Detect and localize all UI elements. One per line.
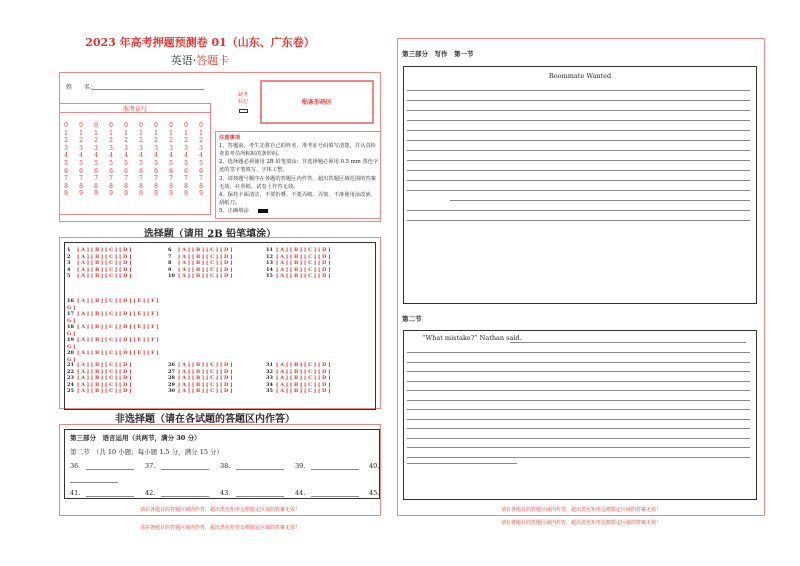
exam-id-column[interactable] [77,122,85,198]
exam-id-digit-bubble[interactable]: 6 [79,167,83,175]
exam-id-digit-bubble[interactable]: 8 [79,182,83,190]
mc-question-number: 16 [67,298,74,304]
exam-id-column[interactable] [167,122,175,198]
exam-id-digit-bubble[interactable]: 4 [169,152,173,160]
mc-options[interactable]: [ A ] [ B ] [ C ] [ D ] [ E ] [ F ] [77,324,159,330]
blank-number: 39. [295,462,306,470]
mc-question[interactable] [266,369,331,375]
writing-line[interactable] [407,220,750,221]
writing-line[interactable] [407,438,750,439]
exam-id-digit-bubble[interactable]: 0 [124,122,128,129]
mc-question[interactable] [67,260,132,266]
mc-question-number: 6 [168,247,172,253]
subtitle-subject: 英语· [170,54,197,67]
mc-question-number: 17 [67,311,74,317]
exam-id-digit-bubble[interactable]: 2 [199,137,203,145]
exam-id-digit-bubble[interactable]: 3 [124,144,128,152]
page-subtitle [0,52,400,68]
right-warning-1: 请在各题目的答题区域内作答，超出黑色矩形边框限定区域的答案无效！ [500,507,661,513]
writing-line[interactable] [407,90,750,91]
blank-number: 45. [369,489,380,497]
mc-options[interactable]: [ A ] [ B ] [ C ] [ D ] [178,375,233,381]
mc-question-number: 2 [67,253,71,260]
blank-number: 38. [220,462,231,470]
exam-id-digit-bubble[interactable]: 9 [124,190,128,198]
exam-id-digit-bubble[interactable]: 3 [94,144,98,152]
mc-question[interactable] [168,254,233,260]
mc-question[interactable] [168,260,233,266]
mc-question-number: 1 [67,247,71,253]
mc-question-number: 26 [168,362,175,368]
exam-id-digit-bubble[interactable]: 9 [169,190,173,198]
exam-id-digit-bubble[interactable]: 4 [79,152,83,160]
mc-question[interactable] [168,369,233,375]
subtitle-card: 答题卡 [196,54,230,67]
exam-id-digit-bubble[interactable]: 1 [124,129,128,137]
exam-id-column[interactable] [92,122,100,198]
exam-id-column[interactable] [182,122,190,198]
mc-question-number: 29 [168,381,175,388]
mc-question-number: 4 [67,266,71,273]
mc-options[interactable]: [ A ] [ B ] [ C ] [ D ] [ E ] [ F ] [77,298,159,304]
exam-id-digit-bubble[interactable]: 5 [109,159,113,167]
writing-line[interactable] [407,190,750,191]
exam-id-digit-bubble[interactable]: 8 [94,182,98,190]
blank-answer-line[interactable] [161,469,209,470]
exam-id-digit-bubble[interactable]: 2 [169,137,173,145]
exam-id-digit-bubble[interactable]: 2 [79,137,83,145]
mc-question-number: 14 [266,266,273,273]
mc-question-number: 18 [67,324,74,330]
mc-question[interactable] [266,362,331,368]
exam-id-digit-bubble[interactable]: 7 [184,175,188,183]
exam-id-digit-bubble[interactable]: 3 [64,144,68,152]
mc-options[interactable]: [ A ] [ B ] [ C ] [ D ] [178,253,233,260]
exam-id-digit-bubble[interactable]: 0 [154,122,158,129]
exam-id-digit-bubble[interactable]: 4 [94,152,98,160]
writing-line[interactable] [407,428,750,429]
mc-question-number: 35 [266,388,273,394]
exam-id-digit-bubble[interactable]: 8 [124,182,128,190]
exam-id-digit-bubble[interactable]: 5 [184,159,188,167]
exam-id-digit-bubble[interactable]: 1 [154,129,158,137]
exam-id-digit-bubble[interactable]: 2 [154,137,158,145]
mc-options[interactable]: [ A ] [ B ] [ C ] [ D ] [77,260,132,266]
exam-id-column[interactable] [62,122,70,198]
mc-question-number: 23 [67,375,74,381]
mc-question-number: 7 [168,253,172,260]
exam-id-digit-bubble[interactable]: 9 [154,190,158,198]
mc-question[interactable] [67,362,132,368]
mc-question-number: 30 [168,388,175,394]
exam-id-digit-bubble[interactable]: 7 [199,175,203,183]
exam-id-digit-bubble[interactable]: 9 [109,190,113,198]
exam-id-column[interactable] [122,122,130,198]
exam-id-digit-bubble[interactable]: 8 [154,182,158,190]
exam-id-digit-bubble[interactable]: 7 [109,175,113,183]
mc-options[interactable]: [ A ] [ B ] [ C ] [ D ] [178,381,233,388]
writing-line[interactable] [407,352,750,353]
part3-heading: 第三部分 语言运用（共两节，满分 30 分） [70,434,201,442]
blank-answer-line[interactable] [70,482,118,483]
mc-question-number: 34 [266,381,273,388]
absent-checkbox[interactable] [239,109,248,113]
notes-heading: 注意事项 [219,135,241,141]
exam-id-digit-bubble[interactable]: 6 [64,167,68,175]
exam-id-digit-bubble[interactable]: 8 [109,182,113,190]
exam-id-digit-bubble[interactable]: 8 [199,182,203,190]
mc-options[interactable]: [ A ] [ B ] [ C ] [ D ] [77,362,132,368]
writing-line[interactable] [407,110,750,111]
exam-id-digit-bubble[interactable]: 7 [169,175,173,183]
exam-id-digit-bubble[interactable]: 9 [64,190,68,198]
exam-id-label: 准考证号 [122,106,147,113]
mc-question-number: 32 [266,368,273,375]
blank-answer-line[interactable] [311,496,359,497]
mc-options[interactable]: [ A ] [ B ] [ C ] [ D ] [276,375,331,381]
mc-question[interactable] [266,254,331,260]
mc-question[interactable] [168,362,233,368]
exam-id-digit-bubble[interactable]: 2 [64,137,68,145]
blank-answer-line[interactable] [161,496,209,497]
mc-options[interactable]: [ A ] [ B ] [ C ] [ D ] [178,368,233,375]
exam-id-digit-bubble[interactable]: 5 [79,159,83,167]
exam-id-digit-bubble[interactable]: 4 [154,152,158,160]
exam-id-digit-bubble[interactable]: 7 [154,175,158,183]
mc-question[interactable] [168,273,233,279]
mc-question[interactable] [168,267,233,273]
exam-id-digit-bubble[interactable]: 7 [79,175,83,183]
mc-options[interactable]: [ A ] [ B ] [ C ] [ D ] [276,266,331,273]
exam-id-digit-bubble[interactable]: 4 [109,152,113,160]
writing-line[interactable] [407,409,750,410]
exam-id-digit-bubble[interactable]: 5 [124,159,128,167]
section2-heading: 第二节 （共 10 小题；每小题 1.5 分，满分 15 分） [70,448,224,456]
mc-question[interactable] [67,388,132,394]
mc-question[interactable] [266,273,331,279]
notes-item-2: 2、选择题必须使用 2B 铅笔填涂；非选择题必须用 0.5 mm 黑色字迹的签字笔填写，字体工整。 [219,159,379,174]
writing-line[interactable] [407,371,750,372]
mc-option-g[interactable]: G ] [67,304,76,311]
exam-id-digit-bubble[interactable]: 7 [124,175,128,183]
exam-id-digit-bubble[interactable]: 1 [199,129,203,137]
mc-question-number: 28 [168,375,175,381]
exam-id-digit-bubble[interactable]: 1 [169,129,173,137]
exam-id-digit-bubble[interactable]: 9 [139,190,143,198]
writing-line[interactable] [407,381,750,382]
exam-id-digit-bubble[interactable]: 4 [139,152,143,160]
notes-item-1: 1、答题前，考生先将自己的姓名、准考证号码填写清楚，并认真检查监考员所粘贴的条形码。 [219,143,376,158]
nonmc-heading: 非选择题（请在各试题的答题区内作答） [115,414,295,425]
mc-options[interactable]: [ A ] [ B ] [ C ] [ D ] [178,273,233,279]
exam-id-digit-bubble[interactable]: 3 [169,144,173,152]
exam-id-digit-bubble[interactable]: 8 [184,182,188,190]
writing-part-heading: 第三部分 写作 第一节 [402,50,474,58]
mc-options[interactable]: [ A ] [ B ] [ C ] [ D ] [276,388,331,394]
exam-id-digit-bubble[interactable]: 2 [184,137,188,145]
blank-answer-line[interactable] [86,469,134,470]
mc-options[interactable]: [ A ] [ B ] [ C ] [ D ] [276,381,331,388]
writing-line[interactable] [407,160,750,161]
writing-line[interactable] [407,150,750,151]
blank-number: 42. [145,489,156,497]
exam-id-digit-bubble[interactable]: 2 [109,137,113,145]
exam-id-digit-bubble[interactable]: 5 [154,159,158,167]
exam-id-column[interactable] [197,122,205,198]
mc-question[interactable] [67,247,132,253]
mc-options[interactable]: [ A ] [ B ] [ C ] [ D ] [77,375,132,381]
blank-answer-line[interactable] [86,496,134,497]
blank-number: 41. [70,489,81,497]
mc-options[interactable]: [ A ] [ B ] [ C ] [ D ] [77,266,132,273]
exam-id-digit-bubble[interactable]: 6 [124,167,128,175]
mc-question[interactable] [67,350,159,356]
mc-options[interactable]: [ A ] [ B ] [ C ] [ D ] [276,273,331,279]
mc-option-g[interactable]: G ] [67,317,76,324]
exam-id-digit-bubble[interactable]: 0 [79,122,83,129]
mc-options[interactable]: [ A ] [ B ] [ C ] [ D ] [178,260,233,266]
mc-question-number: 20 [67,350,74,356]
writing-line[interactable] [510,342,746,343]
mc-question-number: 11 [266,247,273,253]
mc-options[interactable]: [ A ] [ B ] [ C ] [ D ] [ E ] [ F ] [77,350,159,356]
exam-id-digit-bubble[interactable]: 3 [79,144,83,152]
exam-id-digit-bubble[interactable]: 9 [94,190,98,198]
mc-question[interactable] [67,311,159,317]
blank-answer-line[interactable] [236,469,284,470]
writing-prompt-title: Roommate Wanted [548,72,612,80]
exam-id-divider [59,112,211,113]
absent-label: 缺考标记 [237,92,248,105]
mc-options[interactable]: [ A ] [ B ] [ C ] [ D ] [77,247,132,253]
exam-id-digit-bubble[interactable]: 3 [184,144,188,152]
exam-id-digit-bubble[interactable]: 4 [199,152,203,160]
exam-id-digit-bubble[interactable]: 0 [139,122,143,129]
exam-id-digit-bubble[interactable]: 3 [199,144,203,152]
exam-id-digit-bubble[interactable]: 1 [139,129,143,137]
mc-question-number: 25 [67,388,74,394]
exam-id-digit-bubble[interactable]: 0 [199,122,203,129]
mc-question[interactable] [67,254,132,260]
right-warning-2: 请在各题目的答题区域内作答，超出黑色矩形边框限定区域的答案无效！ [500,520,661,526]
writing-line[interactable] [407,130,750,131]
blank-number: 36. [70,462,81,470]
writing-line[interactable] [407,170,750,171]
blank-number: 40. [369,462,380,470]
exam-id-digit-bubble[interactable]: 6 [169,167,173,175]
name-label: 姓 名： [66,84,97,91]
mc-question-number: 10 [168,273,175,279]
writing-line[interactable] [407,457,750,458]
exam-id-digit-bubble[interactable]: 7 [139,175,143,183]
left-warning-1: 请在各题目的答题区域内作答，超出黑色矩形边框限定区域的答案无效！ [139,507,300,513]
notes-item-4: 4、保持卡面清洁，不要折叠、不要弄破、弄皱，不准使用涂改液、刮纸刀。 [219,192,376,207]
mc-options[interactable]: [ A ] [ B ] [ C ] [ D ] [276,368,331,375]
mc-question[interactable] [266,375,331,381]
exam-id-digit-bubble[interactable]: 3 [109,144,113,152]
left-warning-2: 请在各题目的答题区域内作答，超出黑色矩形边框限定区域的答案无效！ [139,525,300,531]
notes-item-5: 5、正确填涂 [219,208,249,214]
writing-line[interactable] [407,390,750,391]
name-field[interactable] [92,89,204,90]
blank-answer-line[interactable] [236,496,284,497]
mc-question[interactable] [266,267,331,273]
exam-id-digit-bubble[interactable]: 8 [64,182,68,190]
exam-id-digit-bubble[interactable]: 9 [199,190,203,198]
exam-id-digit-bubble[interactable]: 8 [169,182,173,190]
mc-question[interactable] [168,382,233,388]
mc-question-number: 27 [168,368,175,375]
exam-id-digit-bubble[interactable]: 6 [109,167,113,175]
mc-options[interactable]: [ A ] [ B ] [ C ] [ D ] [178,266,233,273]
mc-question[interactable] [67,375,132,381]
mc-options[interactable]: [ A ] [ B ] [ C ] [ D ] [77,253,132,260]
mc-options[interactable]: [ A ] [ B ] [ C ] [ D ] [77,381,132,388]
mc-options[interactable]: [ A ] [ B ] [ C ] [ D ] [77,368,132,375]
mc-options[interactable]: [ A ] [ B ] [ C ] [ D ] [ E ] [ F ] [77,311,159,317]
writing-line[interactable] [407,463,517,464]
filled-bubble-example [258,209,268,213]
mc-question[interactable] [67,382,132,388]
mc-question[interactable] [168,375,233,381]
writing-line[interactable] [407,100,750,101]
writing-line[interactable] [407,210,750,211]
mc-question[interactable] [67,337,159,343]
exam-id-digit-bubble[interactable]: 1 [79,129,83,137]
exam-id-digit-bubble[interactable]: 2 [94,137,98,145]
mc-question[interactable] [67,298,159,304]
mc-options[interactable]: [ A ] [ B ] [ C ] [ D ] [178,247,233,253]
mc-option-g[interactable]: G ] [67,330,76,337]
mc-question[interactable] [67,267,132,273]
mc-question-number: 5 [67,273,71,279]
exam-id-digit-bubble[interactable]: 0 [184,122,188,129]
exam-id-digit-bubble[interactable]: 4 [124,152,128,160]
exam-id-digit-bubble[interactable]: 6 [199,167,203,175]
mc-question-number: 8 [168,260,172,266]
mc-option-g[interactable]: G ] [67,356,76,363]
barcode-label: 贴条形码区 [301,99,332,106]
mc-question[interactable] [67,369,132,375]
mc-question-number: 15 [266,273,273,279]
mc-question[interactable] [266,388,331,394]
continuation-start: “What mistake?” Nathan said. [422,334,522,342]
writing-line[interactable] [450,200,750,201]
mc-question-number: 19 [67,337,74,343]
mc-question[interactable] [168,247,233,253]
writing-line[interactable] [407,447,750,448]
exam-id-digit-bubble[interactable]: 8 [139,182,143,190]
mc-options[interactable]: [ A ] [ B ] [ C ] [ D ] [77,388,132,394]
exam-id-digit-bubble[interactable]: 0 [64,122,68,129]
blank-number: 37. [145,462,156,470]
mc-question[interactable] [266,382,331,388]
mc-options[interactable]: [ A ] [ B ] [ C ] [ D ] [77,273,132,279]
notes-item-3: 3、请按题号顺序在各题的答题区内作答，超出答题区域范围的答案无效，在草纸、试卷上作答无效。 [219,176,376,191]
writing-line[interactable] [407,180,750,181]
mc-options[interactable]: [ A ] [ B ] [ C ] [ D ] [276,253,331,260]
writing-line[interactable] [407,120,750,121]
page-title: 2023 年高考押题预测卷 01（山东、广东卷） [85,36,315,49]
writing-line[interactable] [407,362,750,363]
exam-id-digit-bubble[interactable]: 7 [94,175,98,183]
mc-options[interactable]: [ A ] [ B ] [ C ] [ D ] [276,260,331,266]
exam-id-digit-bubble[interactable]: 2 [124,137,128,145]
mc-heading: 选择题（请用 2B 铅笔填涂） [143,229,277,240]
mc-question[interactable] [67,324,159,330]
blank-answer-line[interactable] [311,469,359,470]
writing-line[interactable] [407,419,750,420]
exam-id-digit-bubble[interactable]: 9 [79,190,83,198]
exam-id-digit-bubble[interactable]: 6 [139,167,143,175]
mc-question-number: 13 [266,260,273,266]
exam-id-digit-bubble[interactable]: 4 [184,152,188,160]
exam-id-digit-bubble[interactable]: 3 [154,144,158,152]
mc-options[interactable]: [ A ] [ B ] [ C ] [ D ] [276,362,331,368]
exam-id-digit-bubble[interactable]: 9 [184,190,188,198]
mc-question-number: 24 [67,381,74,388]
exam-id-digit-bubble[interactable]: 5 [169,159,173,167]
exam-id-digit-bubble[interactable]: 5 [139,159,143,167]
exam-id-digit-bubble[interactable]: 0 [94,122,98,129]
exam-id-digit-bubble[interactable]: 5 [64,159,68,167]
mc-question-number: 22 [67,368,74,375]
writing-line[interactable] [407,140,750,141]
mc-options[interactable]: [ A ] [ B ] [ C ] [ D ] [178,362,233,368]
mc-options[interactable]: [ A ] [ B ] [ C ] [ D ] [ E ] [ F ] [77,337,159,343]
exam-id-digit-bubble[interactable]: 0 [169,122,173,129]
blank-number: 43. [220,489,231,497]
mc-option-g[interactable]: G ] [67,343,76,350]
exam-id-digit-bubble[interactable]: 3 [139,144,143,152]
mc-question[interactable] [168,388,233,394]
mc-question-number: 9 [168,266,172,273]
mc-question[interactable] [266,247,331,253]
mc-question-number: 12 [266,253,273,260]
exam-id-column[interactable] [107,122,115,198]
exam-id-digit-bubble[interactable]: 2 [139,137,143,145]
mc-question[interactable] [67,273,132,279]
writing-task1-box[interactable] [403,66,757,304]
mc-question-number: 31 [266,362,273,368]
writing-task2-box[interactable] [403,330,757,500]
mc-question-number: 21 [67,362,74,368]
writing-section2-heading: 第二节 [402,315,422,323]
exam-id-digit-bubble[interactable]: 6 [154,167,158,175]
exam-id-column[interactable] [137,122,145,198]
mc-question[interactable] [266,260,331,266]
exam-id-digit-bubble[interactable]: 5 [199,159,203,167]
mc-question-number: 33 [266,375,273,381]
exam-id-column[interactable] [152,122,160,198]
mc-question-number: 3 [67,260,71,266]
exam-id-digit-bubble[interactable]: 1 [109,129,113,137]
exam-id-digit-bubble[interactable]: 6 [184,167,188,175]
exam-id-digit-bubble[interactable]: 1 [64,129,68,137]
blank-number: 44. [295,489,306,497]
exam-id-digit-bubble[interactable]: 1 [184,129,188,137]
exam-id-digit-bubble[interactable]: 5 [94,159,98,167]
exam-id-digit-bubble[interactable]: 7 [64,175,68,183]
exam-id-digit-bubble[interactable]: 1 [94,129,98,137]
exam-id-digit-bubble[interactable]: 0 [109,122,113,129]
exam-id-digit-bubble[interactable]: 4 [64,152,68,160]
mc-options[interactable]: [ A ] [ B ] [ C ] [ D ] [178,388,233,394]
exam-id-digit-bubble[interactable]: 6 [94,167,98,175]
writing-line[interactable] [407,400,750,401]
mc-options[interactable]: [ A ] [ B ] [ C ] [ D ] [276,247,331,253]
